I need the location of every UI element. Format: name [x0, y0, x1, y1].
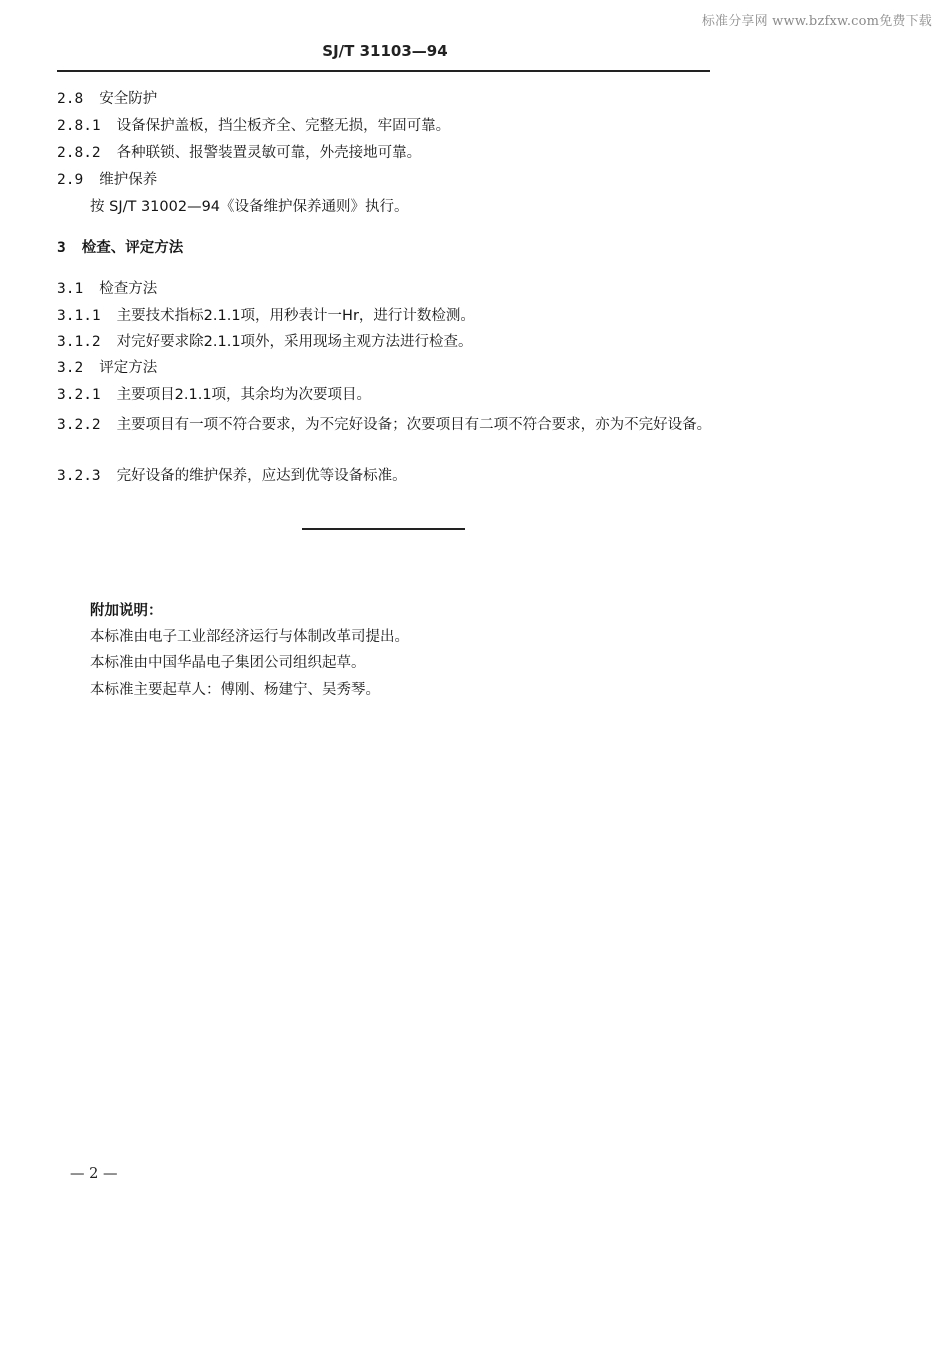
clause-number: 3.1.2	[57, 334, 101, 350]
clause-3-1-2	[57, 332, 473, 352]
appendix-line: 本标准由中国华晶电子集团公司组织起草。	[90, 655, 366, 671]
clause-2-9	[57, 170, 157, 190]
clause-2-8	[57, 89, 157, 109]
clause-text: 维护保养	[99, 172, 158, 188]
clause-number: 3.2	[57, 360, 84, 376]
clause-3-1-1	[57, 306, 475, 326]
page-number: — 2 —	[70, 1166, 118, 1182]
clause-text: 主要技术指标2.1.1项，用秒表计一Hr，进行计数检测。	[116, 308, 475, 324]
clause-text: 主要项目有一项不符合要求，为不完好设备；次要项目有二项不符合要求，亦为不完好设备。	[116, 417, 712, 433]
clause-number: 2.8.1	[57, 118, 101, 134]
clause-text: 检查方法	[99, 281, 158, 297]
chapter-number: 3	[57, 240, 66, 256]
clause-2-8-1	[57, 116, 450, 136]
clause-text: 主要项目2.1.1项，其余均为次要项目。	[116, 387, 372, 403]
standard-code-header: SJ/T 31103—94	[322, 42, 448, 60]
clause-3-2-2	[57, 413, 712, 437]
clause-text: 对完好要求除2.1.1项外，采用现场主观方法进行检查。	[116, 334, 473, 350]
header-divider	[57, 70, 710, 72]
appendix-line: 本标准由电子工业部经济运行与体制改革司提出。	[90, 629, 409, 645]
clause-3-2	[57, 358, 157, 378]
end-of-text-rule	[302, 528, 465, 530]
clause-number: 3.2.1	[57, 387, 101, 403]
clause-text: 安全防护	[99, 91, 158, 107]
watermark-text: 标准分享网 www.bzfxw.com免费下载	[701, 14, 932, 29]
clause-3-2-3	[57, 466, 407, 486]
chapter-3-heading	[57, 238, 183, 258]
chapter-title: 检查、评定方法	[81, 240, 184, 256]
appendix-title: 附加说明：	[90, 603, 163, 619]
clause-2-9-body	[90, 197, 409, 217]
clause-number: 2.8.2	[57, 145, 101, 161]
clause-text: 各种联锁、报警装置灵敏可靠，外壳接地可靠。	[116, 145, 422, 161]
appendix-line: 本标准主要起草人：傅刚、杨建宁、吴秀琴。	[90, 682, 380, 698]
clause-text: 评定方法	[99, 360, 158, 376]
clause-3-1	[57, 279, 157, 299]
clause-text: 完好设备的维护保养，应达到优等设备标准。	[116, 468, 407, 484]
clause-number: 2.9	[57, 172, 84, 188]
clause-text: 按 SJ/T 31002—94《设备维护保养通则》执行。	[90, 199, 409, 215]
clause-number: 3.2.2	[57, 417, 101, 433]
clause-3-2-1	[57, 385, 371, 405]
clause-2-8-2	[57, 143, 421, 163]
clause-number: 3.1	[57, 281, 84, 297]
clause-text: 设备保护盖板，挡尘板齐全、完整无损，牢固可靠。	[116, 118, 451, 134]
clause-number: 3.2.3	[57, 468, 101, 484]
clause-number: 3.1.1	[57, 308, 101, 324]
clause-number: 2.8	[57, 91, 84, 107]
